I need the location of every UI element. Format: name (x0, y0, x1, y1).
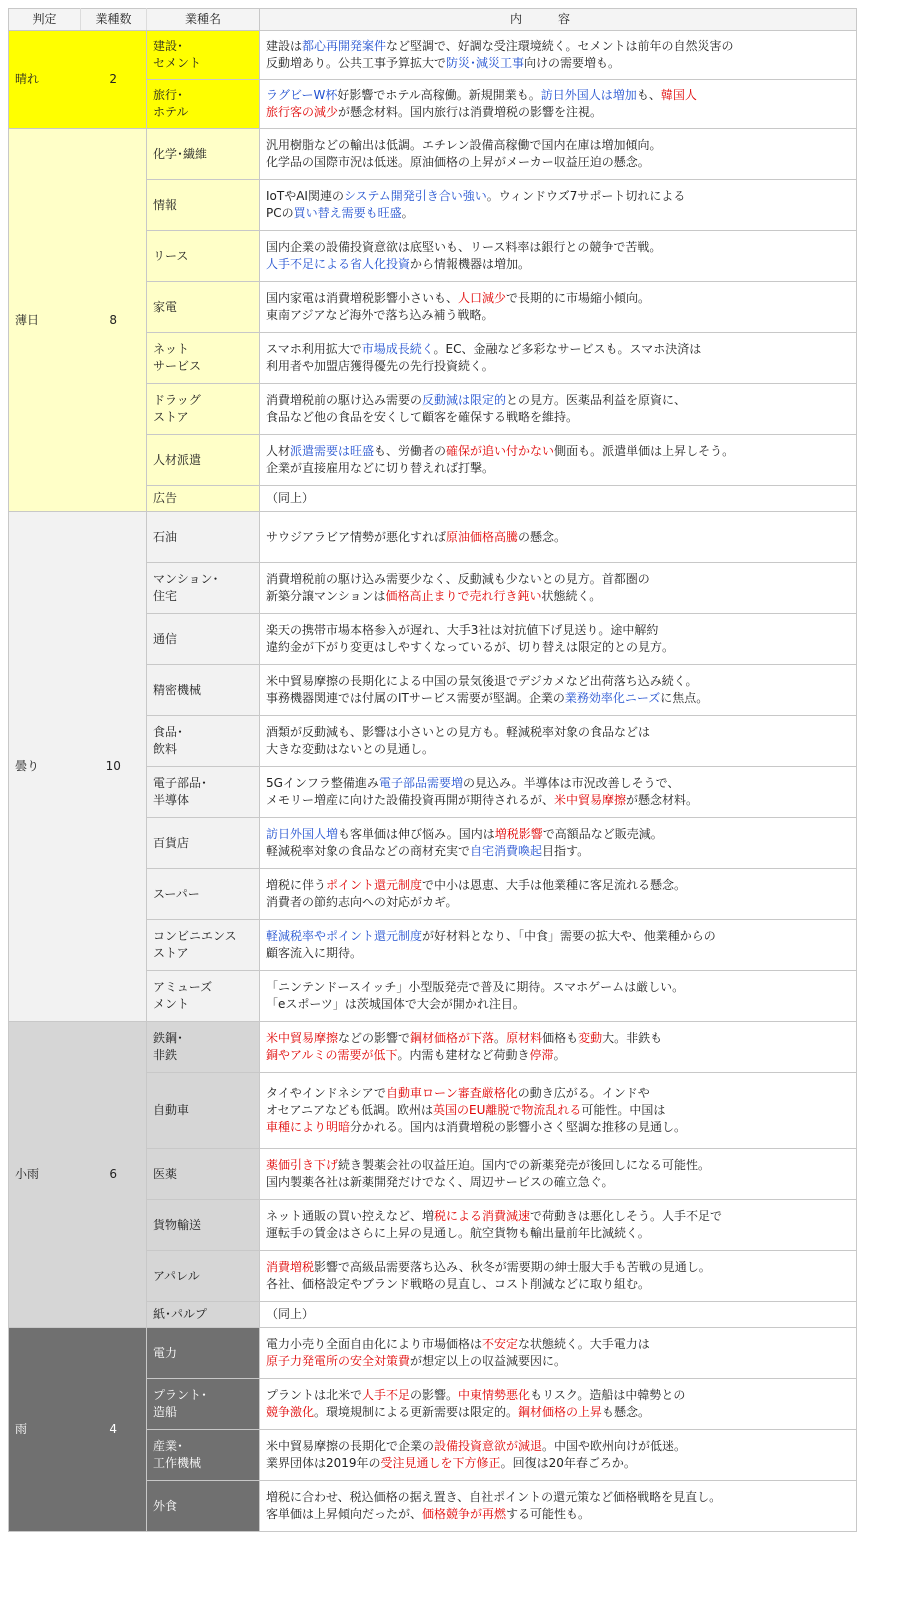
industry-name-cell: アミューズ メント (147, 971, 260, 1022)
industry-name-cell: 医薬 (147, 1149, 260, 1200)
highlight-negative: 人口減少 (458, 291, 507, 305)
content-text: 「ニンテンドースイッチ」小型版発売で普及に期待。スマホゲームは厳しい。 (266, 980, 685, 994)
table-row (9, 1328, 857, 1379)
highlight-negative: 鋼材価格が下落 (410, 1031, 495, 1045)
content-text: （同上） (266, 491, 315, 505)
content-text: 。 (553, 1048, 566, 1062)
content-text: も客単価は伸び悩み。国内は (338, 827, 495, 841)
table-row (9, 512, 857, 563)
highlight-negative: 原材料 (506, 1031, 543, 1045)
content-text: オセアニアなども低調。欧州は (266, 1103, 434, 1117)
industry-name-cell: リース (147, 231, 260, 282)
highlight-negative: 韓国人 (660, 88, 697, 102)
content-text: 可能性。中国は (581, 1103, 666, 1117)
industry-name-cell: 自動車 (147, 1073, 260, 1149)
highlight-negative: 停滞 (529, 1048, 554, 1062)
verdict-cell: 晴れ (9, 31, 81, 129)
header-industry: 業種名 (147, 9, 260, 31)
content-text: 電力小売り全面自由化により市場価格は (266, 1337, 483, 1351)
content-text: 価格も (542, 1031, 579, 1045)
highlight-negative: 増税影響 (494, 827, 543, 841)
content-text: 客単価は上昇傾向だったが、 (266, 1507, 423, 1521)
industry-name-cell: 貨物輸送 (147, 1200, 260, 1251)
highlight-negative: 消費増税 (266, 1260, 315, 1274)
highlight-negative: 鋼材価格の上昇 (518, 1405, 603, 1419)
content-text: が想定以上の収益減要因に。 (410, 1354, 567, 1368)
content-text: 食品など他の食品を安くして顧客を確保する戦略を維持。 (266, 410, 579, 424)
industry-name-cell: 通信 (147, 614, 260, 665)
highlight-negative: 税による消費減速 (434, 1209, 531, 1223)
header-verdict: 判定 (9, 9, 81, 31)
highlight-negative: 原子力発電所の安全対策費 (266, 1354, 411, 1368)
highlight-negative: 価格競争が再燃 (422, 1507, 507, 1521)
highlight-positive: 訪日外国人増 (266, 827, 339, 841)
industry-name-cell: 建設･ セメント (147, 31, 260, 80)
content-cell (260, 1379, 857, 1430)
content-text: 向けの需要増も。 (524, 56, 621, 70)
industry-name-cell: 食品･ 飲料 (147, 716, 260, 767)
content-cell (260, 1022, 857, 1073)
highlight-negative: 旅行客の減少 (266, 105, 339, 119)
content-text: 運転手の賃金はさらに上昇の見通し。航空貨物も輸出量前年比減続く。 (266, 1226, 650, 1240)
content-cell (260, 333, 857, 384)
content-cell (260, 486, 857, 512)
content-text: が懸念材料。 (626, 793, 699, 807)
highlight-negative: 価格高止まりで売れ行き鈍い (385, 589, 542, 603)
content-text: が懸念材料。国内旅行は消費増税の影響を注視。 (338, 105, 603, 119)
highlight-positive: 買い替え需要も旺盛 (293, 206, 402, 220)
content-text: PCの (266, 206, 294, 220)
content-text: 米中貿易摩擦の長期化による中国の景気後退でデジカメなど出荷落ち込み続く。 (266, 674, 698, 688)
content-text: 国内製薬各社は新薬開発だけでなく、周辺サービスの確立急ぐ。 (266, 1175, 614, 1189)
content-text: 酒類が反動減も、影響は小さいとの見方も。軽減税率対象の食品などは (266, 725, 651, 739)
content-text: 事務機器関連では付属のITサービス需要が堅調。企業の (266, 691, 565, 705)
industry-name-cell: 外食 (147, 1481, 260, 1532)
verdict-cell: 小雨 (9, 1022, 81, 1328)
content-text: メモリー増産に向けた設備投資再開が期待されるが、 (266, 793, 555, 807)
highlight-negative: 銅やアルミの需要が低下 (266, 1048, 398, 1062)
content-text: 軽減税率対象の食品などの商材充実で (266, 844, 471, 858)
content-text: など堅調で、好調な受注環境続く。セメントは前年の自然災害の (386, 39, 734, 53)
content-text: で荷動きは悪化しそう。人手不足で (530, 1209, 723, 1223)
content-text: 国内企業の設備投資意欲は底堅いも、リース料率は銀行との競争で苦戦。 (266, 240, 662, 254)
content-text: 側面も。派遣単価は上昇しそう。 (554, 444, 735, 458)
industry-name-cell: プラント･ 造船 (147, 1379, 260, 1430)
industry-name-cell: アパレル (147, 1251, 260, 1302)
content-text: で長期的に市場縮小傾向。 (506, 291, 651, 305)
content-cell (260, 767, 857, 818)
content-text: 企業が直接雇用などに切り替えれば打撃。 (266, 461, 495, 475)
content-text: タイやインドネシアで (266, 1086, 387, 1100)
highlight-negative: 英国のEU離脱で物流乱れる (433, 1103, 582, 1117)
content-text: 増税に伴う (266, 878, 327, 892)
highlight-negative: 設備投資意欲が減退 (434, 1439, 543, 1453)
content-text: 利用者や加盟店獲得優先の先行投資続く。 (266, 359, 494, 373)
industry-name-cell: 化学･繊維 (147, 129, 260, 180)
highlight-positive: 防災･減災工事 (446, 56, 525, 70)
table-row (9, 31, 857, 80)
content-text: 新築分譲マンションは (266, 589, 386, 603)
highlight-negative: 人手不足 (362, 1388, 411, 1402)
content-text: 5Gインフラ整備進み (266, 776, 379, 790)
content-cell (260, 435, 857, 486)
industry-name-cell: マンション･ 住宅 (147, 563, 260, 614)
content-text: 反動増あり。公共工事予算拡大で (266, 56, 447, 70)
content-text: の動き広がる。インドや (517, 1086, 650, 1100)
content-cell (260, 1200, 857, 1251)
content-cell (260, 1481, 857, 1532)
industry-name-cell: 旅行･ ホテル (147, 80, 260, 129)
content-text: 米中貿易摩擦の長期化で企業の (266, 1439, 435, 1453)
table-row (9, 1022, 857, 1073)
content-text: 状態続く。 (541, 589, 602, 603)
content-text: 影響で高級品需要落ち込み、秋冬が需要期の紳士服大手も苦戦の見通し。 (314, 1260, 711, 1274)
content-text: 消費者の節約志向への対応がカギ。 (266, 895, 458, 909)
highlight-positive: 都心再開発案件 (302, 39, 387, 53)
industry-name-cell: コンビニエンス ストア (147, 920, 260, 971)
content-text: の影響。 (410, 1388, 459, 1402)
highlight-negative: 不安定 (482, 1337, 519, 1351)
highlight-positive: ラグビーW杯 (266, 88, 338, 102)
content-text: に焦点。 (660, 691, 709, 705)
content-cell (260, 1073, 857, 1149)
content-text: 。中国や欧州向けが低迷。 (542, 1439, 687, 1453)
highlight-positive: 訪日外国人は増加 (540, 88, 637, 102)
content-text: 化学品の国際市況は低迷。原油価格の上昇がメーカー収益圧迫の懸念。 (266, 155, 650, 169)
content-text: も、労働者の (374, 444, 447, 458)
content-text: ネット通販の買い控えなど、増 (266, 1209, 435, 1223)
content-text: サウジアラビア情勢が悪化すれば (266, 529, 447, 544)
content-text: 違約金が下がり変更はしやすくなっているが、切り替えは限定的との見方。 (266, 640, 675, 654)
highlight-positive: 派遣需要は旺盛 (290, 444, 375, 458)
highlight-positive: 反動減は限定的 (422, 393, 507, 407)
content-text: 建設は (266, 39, 303, 53)
industry-count-cell: 8 (81, 129, 147, 512)
highlight-negative: ポイント還元制度 (326, 878, 423, 892)
content-text: 大。非鉄も (602, 1031, 663, 1045)
content-text: 国内家電は消費増税影響小さいも、 (266, 291, 459, 305)
highlight-negative: 変動 (578, 1031, 603, 1045)
content-text: する可能性も。 (506, 1507, 591, 1521)
content-text: 業界団体は2019年の (266, 1456, 381, 1470)
header-row (9, 9, 857, 31)
highlight-positive: 業務効率化ニーズ (564, 691, 661, 705)
content-cell (260, 614, 857, 665)
content-text: 消費増税前の駆け込み需要の (266, 393, 423, 407)
content-text: 東南アジアなど海外で落ち込み補う戦略。 (266, 308, 494, 322)
content-text: 人材 (266, 444, 291, 458)
content-cell (260, 1251, 857, 1302)
content-text: 目指す。 (542, 844, 590, 858)
content-text: の見込み。半導体は市況改善しそうで、 (462, 776, 680, 790)
industry-name-cell: 電子部品･ 半導体 (147, 767, 260, 818)
highlight-positive: 人手不足による省人化投資 (266, 257, 411, 271)
content-text: 。ウィンドウズ7サポート切れによる (486, 189, 686, 203)
content-text: などの影響で (338, 1031, 411, 1045)
content-cell (260, 512, 857, 563)
industry-name-cell: 家電 (147, 282, 260, 333)
content-cell (260, 180, 857, 231)
content-text: 。回復は20年春ごろか。 (500, 1456, 636, 1470)
content-text: 「eスポーツ」は茨城国体で大会が開かれ注目。 (266, 997, 525, 1011)
content-cell (260, 971, 857, 1022)
highlight-positive: システム開発引き合い強い (343, 189, 487, 203)
industry-name-cell: 鉄鋼･ 非鉄 (147, 1022, 260, 1073)
content-cell (260, 282, 857, 333)
content-cell (260, 920, 857, 971)
content-cell (260, 716, 857, 767)
content-text: 各社、価格設定やブランド戦略の見直し、コスト削減などに取り組む。 (266, 1277, 651, 1291)
content-text: が好材料となり、「中食」需要の拡大や、他業種からの (422, 929, 716, 943)
industry-name-cell: 精密機械 (147, 665, 260, 716)
highlight-negative: 米中貿易摩擦 (266, 1031, 339, 1045)
industry-count-cell: 4 (81, 1328, 147, 1532)
industry-name-cell: ドラッグ ストア (147, 384, 260, 435)
content-text: IoTやAI関連の (266, 189, 344, 203)
content-text: も、 (636, 88, 661, 102)
content-text: 。環境規制による更新需要は限定的。 (314, 1405, 519, 1419)
content-cell (260, 31, 857, 80)
verdict-cell: 曇り (9, 512, 81, 1022)
industry-name-cell: ネット サービス (147, 333, 260, 384)
content-text: 顧客流入に期待。 (266, 946, 363, 960)
table-row (9, 129, 857, 180)
content-text: から情報機器は増加。 (410, 257, 531, 271)
content-text: 大きな変動はないとの見通し。 (266, 742, 435, 756)
verdict-cell: 薄日 (9, 129, 81, 512)
industry-name-cell: 広告 (147, 486, 260, 512)
content-text: 楽天の携帯市場本格参入が遅れ、大手3社は対抗値下げ見送り。途中解約 (266, 623, 659, 637)
content-cell (260, 231, 857, 282)
highlight-negative: 原油価格高騰 (446, 529, 519, 544)
content-text: との見方。医薬品利益を原資に、 (506, 393, 687, 407)
highlight-negative: 自動車ローン審査厳格化 (386, 1086, 518, 1100)
content-text: 。 (494, 1031, 507, 1045)
industry-forecast-table (8, 8, 857, 1532)
industry-name-cell: スーパー (147, 869, 260, 920)
content-text: 汎用樹脂などの輸出は低調。エチレン設備高稼働で国内在庫は増加傾向。 (266, 138, 662, 152)
industry-name-cell: 百貨店 (147, 818, 260, 869)
industry-name-cell: 石油 (147, 512, 260, 563)
header-content: 内容 (260, 9, 857, 31)
content-text: スマホ利用拡大で (266, 342, 362, 356)
content-text: （同上） (266, 1307, 315, 1321)
industry-name-cell: 紙･パルプ (147, 1302, 260, 1328)
highlight-negative: 車種により明暗 (266, 1120, 351, 1134)
content-text: プラントは北米で (266, 1388, 363, 1402)
industry-name-cell: 人材派遣 (147, 435, 260, 486)
content-cell (260, 869, 857, 920)
content-text: 。内需も建材など荷動き (397, 1048, 530, 1062)
content-text: な状態続く。大手電力は (518, 1337, 650, 1351)
content-cell (260, 1328, 857, 1379)
highlight-negative: 確保が追い付かない (446, 444, 555, 458)
verdict-cell: 雨 (9, 1328, 81, 1532)
content-text: もリスク。造船は中韓勢との (530, 1388, 686, 1402)
content-text: 続き製薬会社の収益圧迫。国内での新薬発売が後回しになる可能性。 (338, 1158, 711, 1172)
content-text: も懸念。 (602, 1405, 651, 1419)
content-text: 。EC、金融など多彩なサービスも。スマホ決済は (433, 342, 702, 356)
content-text: 増税に合わせ、税込価格の据え置き、自社ポイントの還元策など価格戦略を見直し。 (266, 1490, 722, 1504)
content-text: で高額品など販売減。 (542, 827, 663, 841)
highlight-positive: 自宅消費喚起 (470, 844, 543, 858)
highlight-negative: 中東情勢悪化 (458, 1388, 531, 1402)
content-text: の懸念。 (518, 529, 567, 544)
content-text: 分かれる。国内は消費増税の影響小さく堅調な推移の見通し。 (350, 1120, 687, 1134)
content-cell (260, 563, 857, 614)
content-cell (260, 1149, 857, 1200)
content-cell (260, 665, 857, 716)
highlight-negative: 競争激化 (266, 1405, 315, 1419)
highlight-positive: 軽減税率やポイント還元制度 (266, 929, 423, 943)
industry-count-cell: 2 (81, 31, 147, 129)
content-text: 。 (401, 206, 414, 220)
content-cell (260, 818, 857, 869)
highlight-negative: 米中貿易摩擦 (554, 793, 627, 807)
industry-count-cell: 6 (81, 1022, 147, 1328)
industry-name-cell: 産業･ 工作機械 (147, 1430, 260, 1481)
highlight-negative: 薬価引き下げ (266, 1158, 339, 1172)
content-cell (260, 129, 857, 180)
content-text: 好影響でホテル高稼働。新規開業も。 (337, 88, 541, 102)
highlight-positive: 市場成長続く (361, 342, 434, 356)
content-text: で中小は恩恵、大手は他業種に客足流れる懸念。 (422, 878, 687, 892)
content-cell (260, 80, 857, 129)
industry-count-cell: 10 (81, 512, 147, 1022)
content-cell (260, 1302, 857, 1328)
highlight-positive: 電子部品需要増 (378, 776, 463, 790)
industry-name-cell: 電力 (147, 1328, 260, 1379)
highlight-negative: 受注見通しを下方修正 (380, 1456, 501, 1470)
content-text: 消費増税前の駆け込み需要少なく、反動減も少ないとの見方。首都圏の (266, 572, 650, 586)
industry-name-cell: 情報 (147, 180, 260, 231)
header-count: 業種数 (81, 9, 147, 31)
content-cell (260, 384, 857, 435)
content-cell (260, 1430, 857, 1481)
